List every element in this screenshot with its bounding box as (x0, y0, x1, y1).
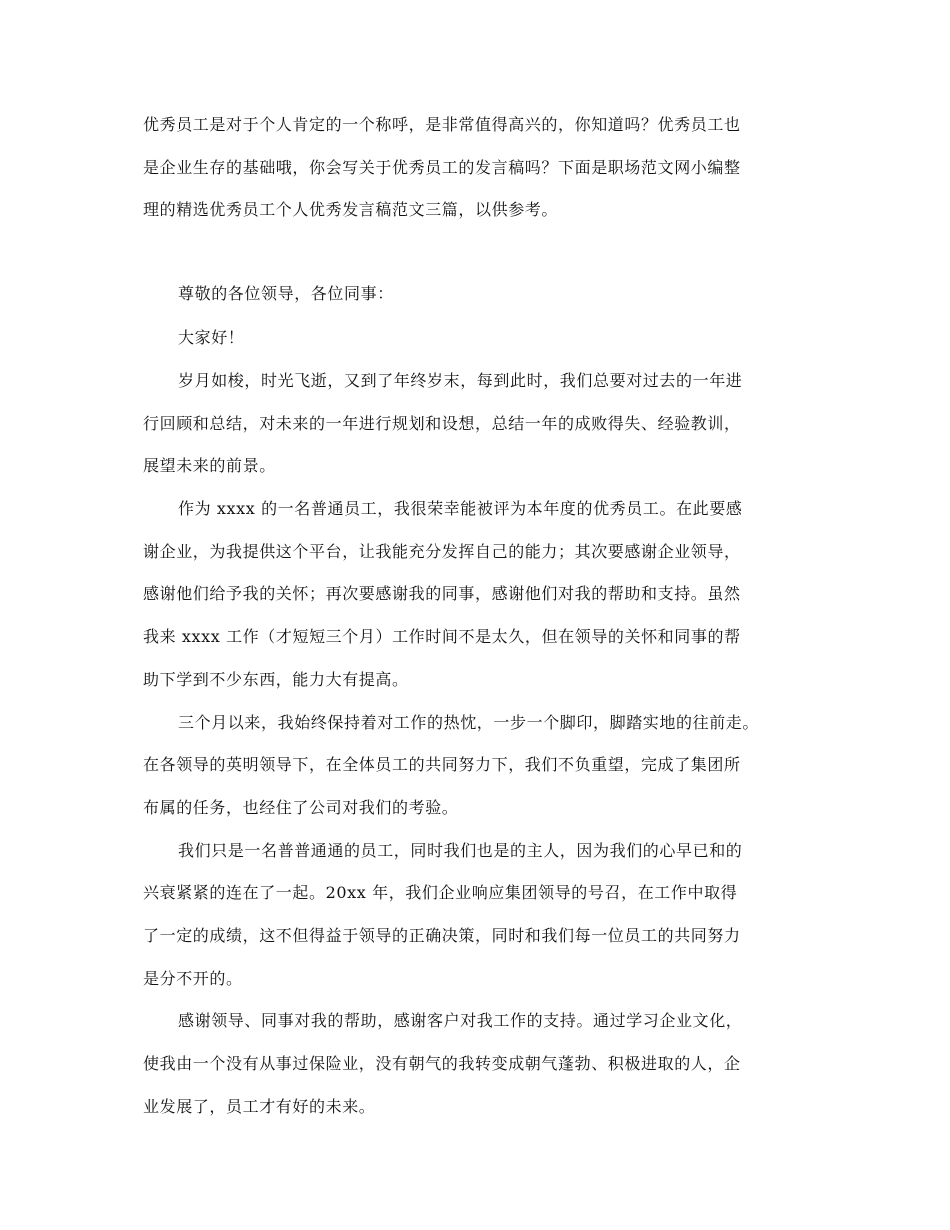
paragraph-3-line-3: 布属的任务，也经住了公司对我们的考验。 (143, 798, 459, 817)
paragraph-4-line-2: 兴衰紧紧的连在了一起。20xx 年，我们企业响应集团领导的号召，在工作中取得 (143, 883, 738, 902)
intro-line-2: 是企业生存的基础哦，你会写关于优秀员工的发言稿吗？下面是职场范文网小编整 (143, 158, 741, 177)
paragraph-4-line-4: 是分不开的。 (143, 969, 243, 988)
paragraph-2-line-5: 助下学到不少东西，能力大有提高。 (143, 670, 409, 689)
salutation: 尊敬的各位领导，各位同事： (178, 284, 394, 303)
paragraph-2-line-3: 感谢他们给予我的关怀；再次要感谢我的同事，感谢他们对我的帮助和支持。虽然 (143, 584, 741, 603)
paragraph-1-line-1: 岁月如梭，时光飞逝，又到了年终岁末，每到此时，我们总要对过去的一年进 (178, 371, 743, 390)
paragraph-2-line-4: 我来 xxxx 工作（才短短三个月）工作时间不是太久，但在领导的关怀和同事的帮 (143, 627, 741, 646)
paragraph-5-line-1: 感谢领导、同事对我的帮助，感谢客户对我工作的支持。通过学习企业文化， (178, 1011, 743, 1030)
intro-line-1: 优秀员工是对于个人肯定的一个称呼，是非常值得高兴的，你知道吗？优秀员工也 (143, 115, 741, 134)
paragraph-2-line-2: 谢企业，为我提供这个平台，让我能充分发挥自己的能力；其次要感谢企业领导， (143, 542, 741, 561)
greeting: 大家好！ (178, 328, 245, 347)
paragraph-5-line-3: 业发展了，员工才有好的未来。 (143, 1097, 376, 1116)
paragraph-2-line-1: 作为 xxxx 的一名普通员工，我很荣幸能被评为本年度的优秀员工。在此要感 (178, 499, 743, 518)
paragraph-3-line-2: 在各领导的英明领导下，在全体员工的共同努力下，我们不负重望，完成了集团所 (143, 755, 741, 774)
paragraph-5-line-2: 使我由一个没有从事过保险业，没有朝气的我转变成朝气蓬勃、积极进取的人，企 (143, 1054, 741, 1073)
paragraph-1-line-2: 行回顾和总结，对未来的一年进行规划和设想，总结一年的成败得失、经验教训， (143, 414, 741, 433)
paragraph-1-line-3: 展望未来的前景。 (143, 456, 276, 475)
paragraph-4-line-3: 了一定的成绩，这不但得益于领导的正确决策，同时和我们每一位员工的共同努力 (143, 926, 741, 945)
intro-line-3: 理的精选优秀员工个人优秀发言稿范文三篇，以供参考。 (143, 200, 559, 219)
paragraph-3-line-1: 三个月以来，我始终保持着对工作的热忱，一步一个脚印，脚踏实地的往前走。 (178, 713, 760, 732)
paragraph-4-line-1: 我们只是一名普普通通的员工，同时我们也是的主人，因为我们的心早已和的 (178, 841, 743, 860)
